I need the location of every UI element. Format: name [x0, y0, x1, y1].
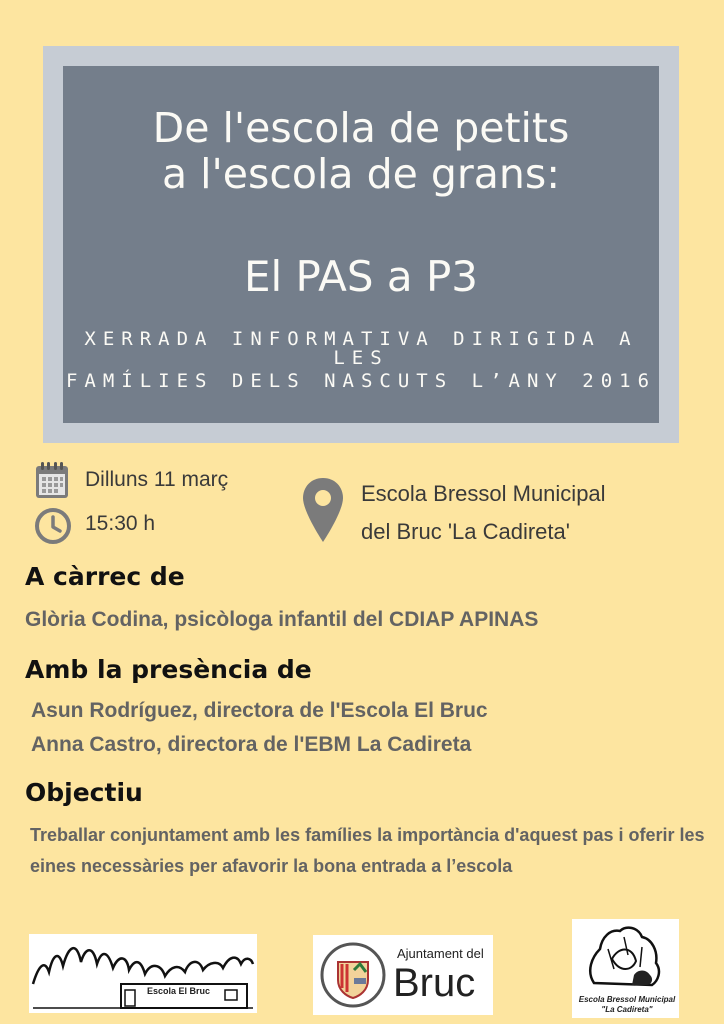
presence-item-1: Asun Rodríguez, directora de l'Escola El Bruc: [31, 699, 488, 722]
bressol-logo: [572, 919, 679, 1018]
ajuntament-top-text: Ajuntament del: [397, 946, 484, 961]
school-logo-text: Escola El Bruc: [147, 986, 211, 996]
bressol-logo-line-2: "La Cadireta": [601, 1005, 653, 1014]
subtitle-line-1: XERRADA INFORMATIVA DIRIGIDA A LES: [84, 328, 638, 369]
speaker-heading: A càrrec de: [25, 562, 185, 591]
coat-of-arms-icon: [318, 940, 388, 1010]
title-board: [63, 66, 659, 423]
presence-heading: Amb la presència de: [25, 655, 312, 684]
speaker-text: Glòria Codina, psicòloga infantil del CDIAP APINAS: [25, 608, 539, 631]
title-frame: [43, 46, 679, 443]
objective-text: Treballar conjuntament amb les famílies la importància d'aquest pas i oferir les eines necessàries per afavorir la bona entrada a l’escola: [30, 825, 705, 876]
event-place-line-2: del Bruc 'La Cadireta': [361, 519, 570, 544]
mountain-icon: [29, 934, 257, 1013]
subtitle-line-2: FAMÍLIES DELS NASCUTS L’ANY 2016: [65, 370, 657, 392]
clock-icon: [34, 507, 72, 545]
ajuntament-logo: [313, 935, 493, 1015]
objective-heading: Objectiu: [25, 778, 143, 807]
title-line-2: a l'escola de grans:: [161, 150, 561, 198]
rock-mountain-icon: [572, 919, 679, 994]
event-time: 15:30 h: [85, 512, 156, 535]
ajuntament-bottom-text: Bruc: [393, 961, 476, 1005]
presence-item-2: Anna Castro, directora de l'EBM La Cadireta: [31, 733, 472, 756]
event-place-line-1: Escola Bressol Municipal: [361, 481, 606, 506]
bressol-logo-line-1: Escola Bressol Municipal: [578, 995, 676, 1004]
calendar-icon: [35, 461, 69, 499]
school-logo: [29, 934, 257, 1013]
title-line-3: El PAS a P3: [243, 252, 479, 301]
event-date: Dilluns 11 març: [85, 468, 229, 491]
location-pin-icon: [301, 476, 345, 544]
title-line-1: De l'escola de petits: [152, 104, 570, 152]
